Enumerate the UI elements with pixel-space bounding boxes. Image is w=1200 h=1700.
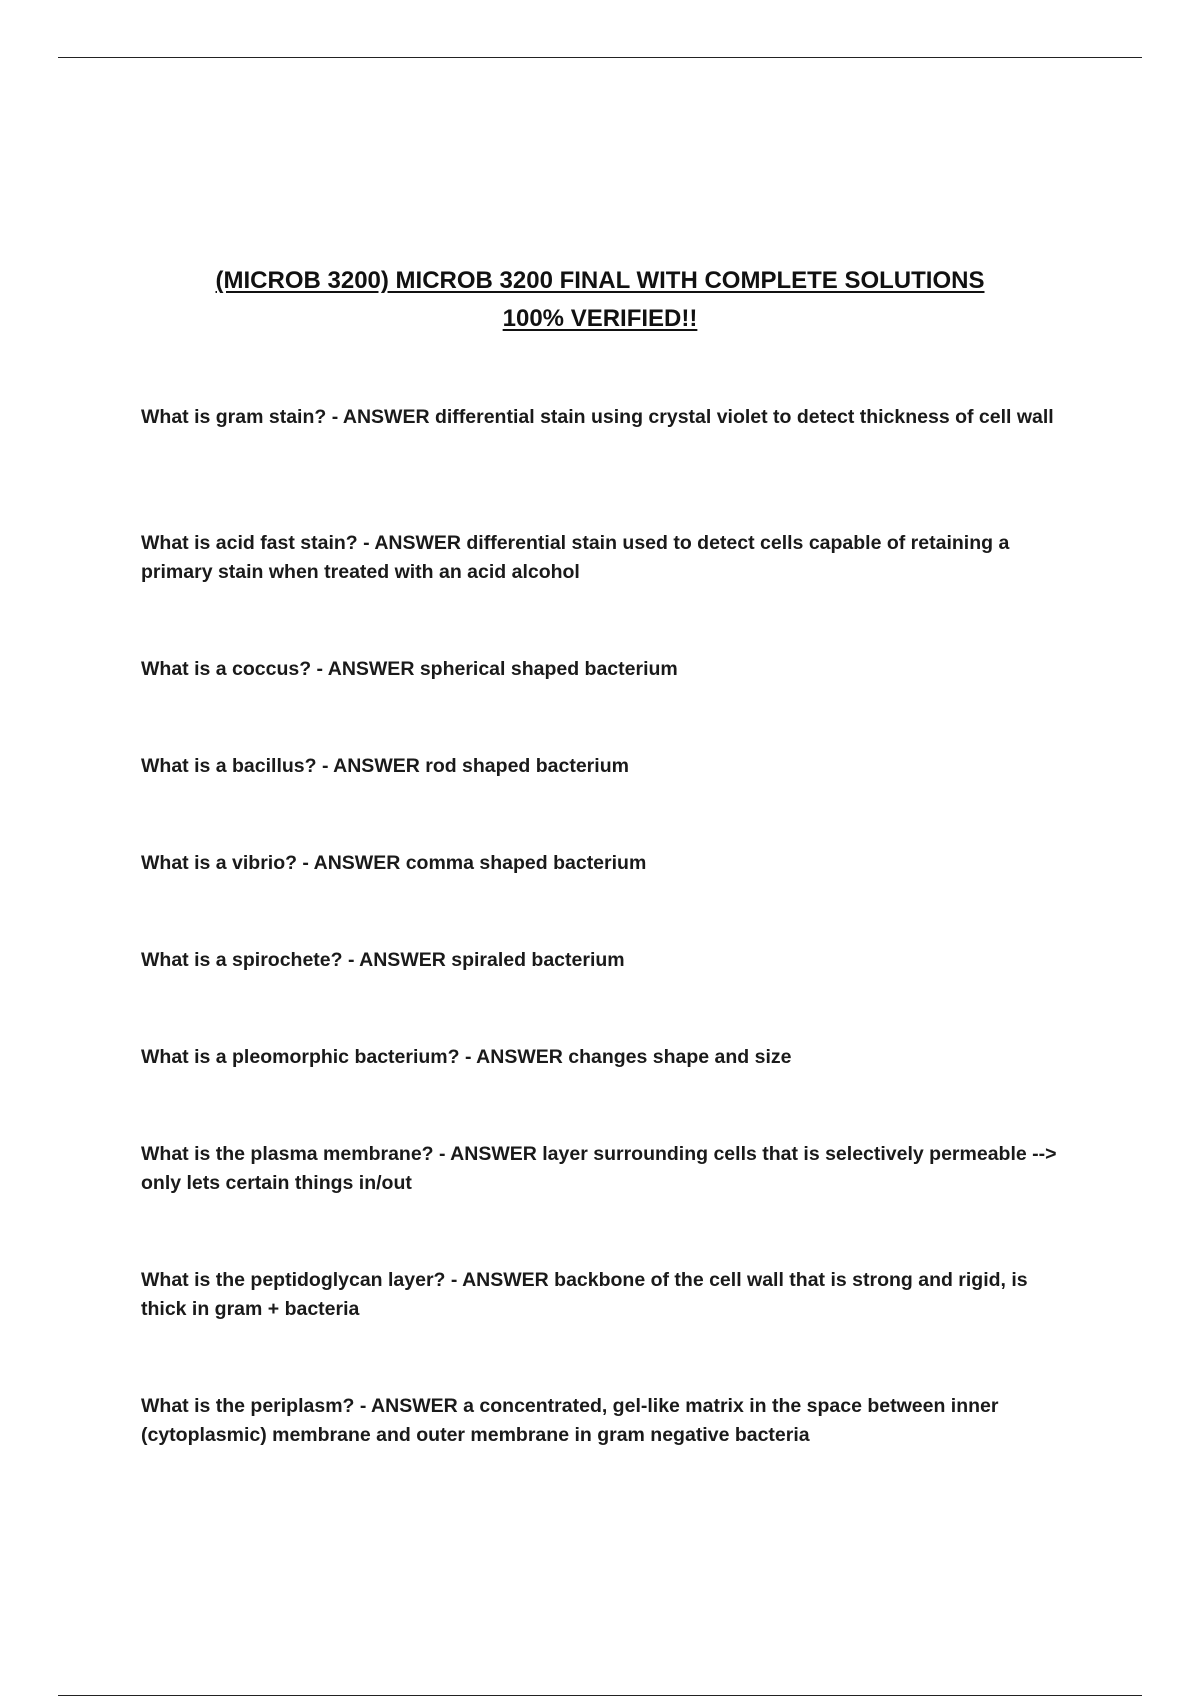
page-title [140,262,1060,338]
qa-item-plasma-membrane: What is the plasma membrane? - ANSWER layer surrounding cells that is selectively permeable --> only lets certain things in/out [141,1143,1057,1194]
page-title-line-1: (MICROB 3200) MICROB 3200 FINAL WITH COMPLETE SOLUTIONS [215,267,985,294]
qa-item-acid-fast-stain: What is acid fast stain? - ANSWER differential stain used to detect cells capable of retaining a primary stain when treated with an acid alcohol [141,532,1010,583]
qa-item-spirochete: What is a spirochete? - ANSWER spiraled bacterium [141,949,625,971]
page-title-line-2: 100% VERIFIED!! [502,305,698,332]
qa-item-bacillus: What is a bacillus? - ANSWER rod shaped bacterium [141,755,629,777]
qa-item-pleomorphic: What is a pleomorphic bacterium? - ANSWER changes shape and size [141,1046,792,1068]
qa-item-coccus: What is a coccus? - ANSWER spherical shaped bacterium [141,658,678,680]
bottom-divider [58,1695,1142,1696]
qa-item-gram-stain: What is gram stain? - ANSWER differential stain using crystal violet to detect thickness of cell wall [141,406,1054,428]
qa-item-peptidoglycan: What is the peptidoglycan layer? - ANSWER backbone of the cell wall that is strong and rigid, is thick in gram + bacteria [141,1269,1028,1320]
qa-item-periplasm: What is the periplasm? - ANSWER a concentrated, gel-like matrix in the space between inner (cytoplasmic) membrane and outer membrane in gram negative bacteria [141,1395,999,1446]
qa-item-vibrio: What is a vibrio? - ANSWER comma shaped bacterium [141,852,647,874]
top-divider [58,57,1142,58]
